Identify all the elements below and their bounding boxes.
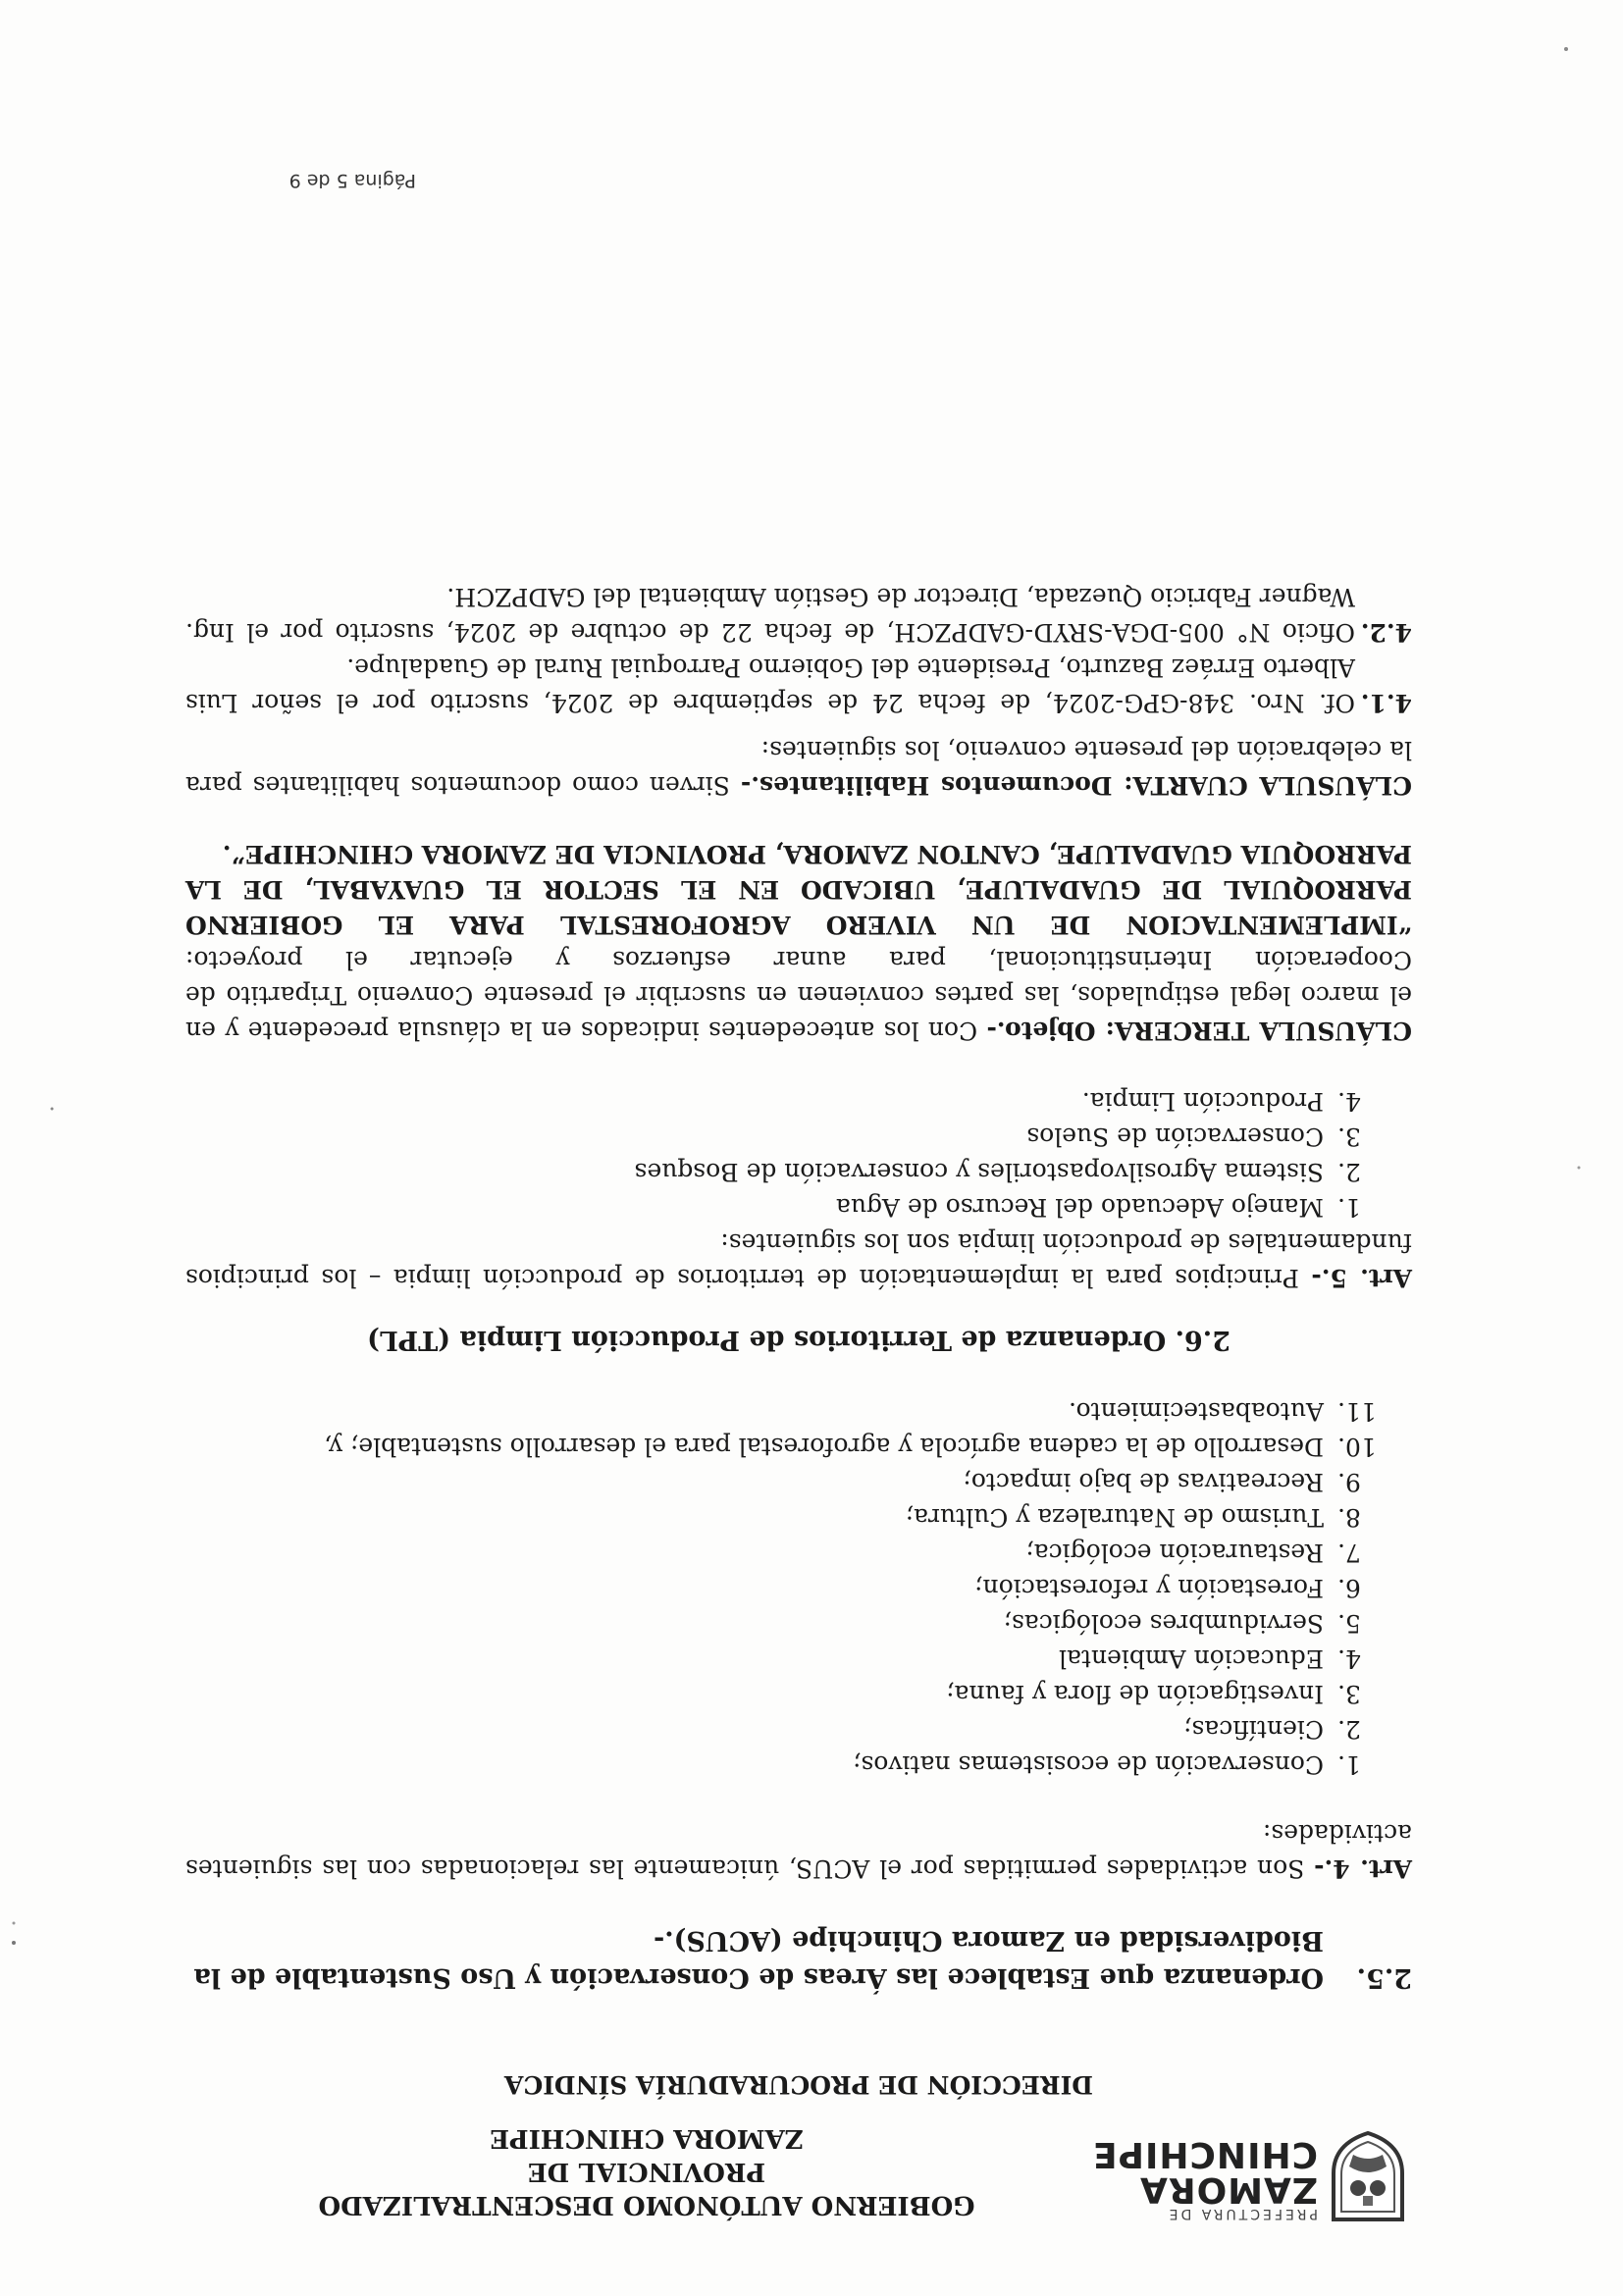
acus-activities-list [185, 1393, 1412, 1782]
coat-of-arms-icon [1324, 2129, 1412, 2227]
tpl-principles-list [185, 1083, 1412, 1225]
government-name [244, 2121, 1049, 2221]
list-item: 9. Recreativas de bajo impacto; [963, 1468, 1361, 1496]
section-2-5-title [185, 1921, 1412, 1996]
logo-line1: ZAMORA [1139, 2169, 1318, 2210]
list-item: 1. Manejo Adecuado del Recurso de Agua [835, 1193, 1361, 1222]
list-item: 3. Investigación de flora y fauna; [946, 1680, 1361, 1708]
enabling-documents-list [185, 579, 1412, 720]
art-5-label: Art. 5.- [1311, 1264, 1412, 1292]
list-item: 4. Producción Limpia. [1081, 1087, 1361, 1116]
art-5-paragraph [185, 1225, 1412, 1295]
direction-title: DIRECCIÓN DE PROCURADURÍA SÍNDICA [504, 2070, 1094, 2099]
art-5-text: Principios para la implementación de territorios de producción limpia – los principios fundamentales de producción limpia son los siguientes: [185, 1228, 1412, 1292]
clausula-tercera-text: Con los antecedentes indicados en la cláusula precedente y en el marco legal estipulados, las partes convienen en suscribir el presente Convenio Tripartito de Cooperación Interinstitucional, para aunar esfuerzos y ejecutar el proyecto: [185, 946, 1412, 1045]
section-2-5-number: 2.5. [1356, 1962, 1412, 1993]
clausula-tercera-paragraph [185, 836, 1412, 1048]
page-content [185, 579, 1412, 2227]
page-number: Página 5 de 9 [288, 170, 416, 191]
list-item: 4.1. Of. Nro. 348-GPG-2024, de fecha 24 de septiembre de 2024, suscrito por el señor Luis Alberto Erráez Bazurto, Presidente del Gobierno Parroquial Rural de Guadalupe. [185, 653, 1412, 717]
government-name-line2: ZAMORA CHINCHIPE [490, 2123, 804, 2153]
clausula-tercera-label: CLÁUSULA TERCERA: Objeto.- [986, 1017, 1412, 1045]
art-4-paragraph [185, 1815, 1412, 1886]
list-item: 1. Conservación de ecosistemas nativos; [853, 1750, 1361, 1779]
list-item: 10. Desarrollo de la cadena agrícola y agroforestal para el desarrollo sustentable; y, [324, 1433, 1377, 1461]
prefectura-logo [1088, 2129, 1412, 2227]
clausula-cuarta-label: CLÁUSULA CUARTA: Documentos Habilitantes.- [740, 771, 1412, 800]
section-2-6-title: 2.6. Ordenanza de Territorios de Producción Limpia (TPL) [367, 1325, 1230, 1355]
list-item: 2. Científicas; [1183, 1715, 1361, 1744]
letterhead [185, 2121, 1412, 2227]
list-item: 3. Conservación de Suelos [1026, 1122, 1361, 1151]
list-item: 4. Educación Ambiental [1059, 1644, 1361, 1673]
list-item: 6. Forestación y reforestación; [974, 1574, 1361, 1602]
list-item: 11. Autoabastecimiento. [1069, 1397, 1377, 1426]
logo-line2: CHINCHIPE [1092, 2134, 1318, 2174]
logo-prefix: PREFECTURA DE [1166, 2206, 1318, 2221]
list-item: 5. Servidumbres ecológicas; [1003, 1609, 1361, 1638]
art-4-text: Son actividades permitidas por el ACUS, únicamente las relacionadas con las siguientes actividades: [185, 1819, 1412, 1883]
clausula-cuarta-paragraph [185, 732, 1412, 803]
list-item: 4.2. Oficio N° 005-DGA-SRYD-GADPZCH, de fecha 22 de octubre de 2024, suscrito por el Ing. Wagner Fabricio Quezada, Director de Gestión Ambiental del GADPZCH. [185, 583, 1412, 647]
section-2-5-heading: Ordenanza que Establece las Áreas de Conservación y Uso Sustentable de la Biodiversidad en Zamora Chinchipe (ACUS).- [193, 1925, 1324, 1993]
list-item: 2. Sistema Agrosilvopastoriles y conservación de Bosques [634, 1158, 1361, 1186]
government-name-line1: GOBIERNO AUTÓNOMO DESCENTRALIZADO PROVINCIAL DE [318, 2157, 975, 2219]
art-4-label: Art. 4.- [1314, 1854, 1412, 1883]
clausula-cuarta-text: Sirven como documentos habilitantes para la celebración del presente convenio, los siguientes: [185, 736, 1412, 800]
list-item: 8. Turismo de Naturaleza y Cultura; [905, 1503, 1361, 1532]
list-item: 7. Restauración ecológica; [1025, 1539, 1361, 1567]
project-name: “IMPLEMENTACION DE UN VIVERO AGROFORESTAL PARA EL GOBIERNO PARROQUIAL DE GUADALUPE, UBICADO EN EL SECTOR EL GUAYABAL, DE LA PARROQUIA GUADALUPE, CANTON ZAMORA, PROVINCIA DE ZAMORA CHINCHIPE”. [185, 840, 1412, 939]
